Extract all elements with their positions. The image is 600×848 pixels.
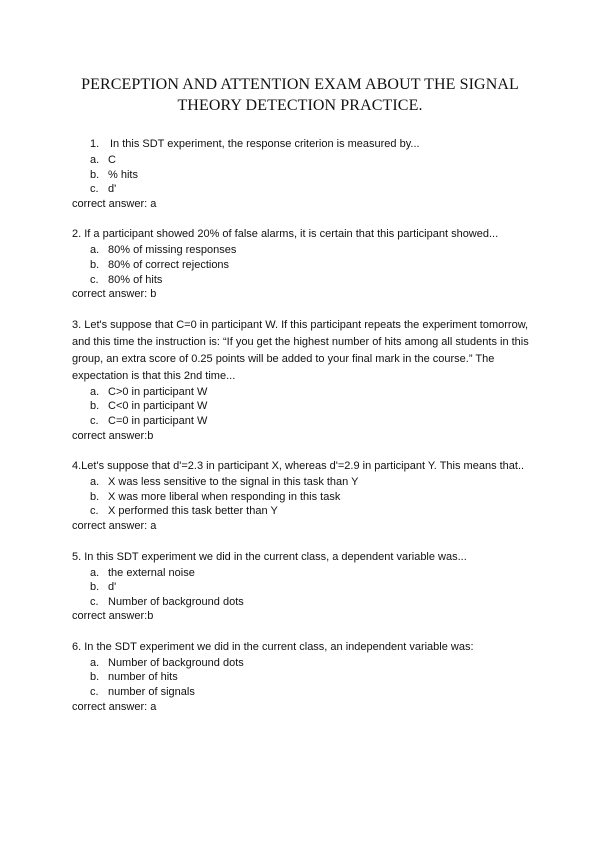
option-text: 80% of missing responses: [108, 244, 237, 257]
option-text: 80% of correct rejections: [108, 258, 230, 271]
question-list: [72, 136, 532, 729]
option-text: number of hits: [108, 671, 178, 684]
option-a: [72, 385, 532, 400]
correct-answer: correct answer: a: [72, 700, 157, 713]
option-letter: c.: [90, 686, 99, 699]
correct-answer: correct answer: a: [72, 519, 157, 532]
option-c: [72, 595, 532, 610]
question-stem: [72, 136, 532, 153]
option-text: C: [108, 154, 116, 166]
option-letter: a.: [90, 566, 100, 579]
option-letter: c.: [90, 505, 99, 518]
option-letter: b.: [90, 168, 100, 181]
option-b: [72, 580, 532, 595]
option-a: [72, 656, 532, 671]
question-4: [72, 458, 532, 533]
question-6: [72, 639, 532, 714]
option-letter: b.: [90, 258, 100, 271]
option-text: number of signals: [108, 686, 195, 699]
option-b: [72, 168, 532, 183]
option-letter: b.: [90, 671, 100, 684]
option-text: X performed this task better than Y: [108, 505, 278, 518]
option-list: [72, 385, 532, 429]
option-text: Number of background dots: [108, 595, 244, 608]
option-text: d': [108, 581, 117, 594]
option-c: [72, 182, 532, 197]
question-number: 1.: [90, 138, 100, 150]
option-list: [72, 656, 532, 700]
question-text: In this SDT experiment, the response criterion is measured by...: [110, 138, 420, 150]
option-b: [72, 258, 532, 273]
question-text: 5. In this SDT experiment we did in the current class, a dependent variable was...: [72, 550, 467, 563]
question-text: 3. Let's suppose that C=0 in participant W. If this participant repeats the experiment tomorrow, and this time the instruction is: “If you get the highest number of hits among all students in this group, an extra score of 0.25 points will be added to your final mark in the course.” The expectation is that this 2nd time...: [72, 318, 529, 382]
exam-title: PERCEPTION AND ATTENTION EXAM ABOUT THE SIGNAL THEORY DETECTION PRACTICE.: [81, 76, 519, 114]
option-list: [72, 153, 532, 197]
option-text: d': [108, 183, 117, 196]
option-letter: a.: [90, 154, 100, 166]
option-b: [72, 670, 532, 685]
option-c: [72, 273, 532, 288]
question-2: [72, 226, 532, 301]
question-5: [72, 549, 532, 624]
correct-answer: correct answer: a: [72, 197, 157, 210]
option-text: X was more liberal when responding in this task: [108, 490, 341, 503]
option-text: C<0 in participant W: [108, 400, 208, 413]
correct-answer: correct answer: b: [72, 288, 157, 301]
option-c: [72, 504, 532, 519]
option-text: % hits: [108, 168, 138, 181]
option-letter: b.: [90, 490, 100, 503]
option-a: [72, 243, 532, 258]
option-letter: a.: [90, 244, 100, 257]
option-text: 80% of hits: [108, 273, 163, 286]
option-text: C=0 in participant W: [108, 414, 208, 427]
option-a: [72, 475, 532, 490]
correct-answer: correct answer:b: [72, 610, 154, 623]
option-text: C>0 in participant W: [108, 385, 208, 398]
option-letter: c.: [90, 595, 99, 608]
option-a: [72, 566, 532, 581]
option-letter: c.: [90, 414, 99, 427]
option-text: Number of background dots: [108, 656, 244, 669]
option-letter: a.: [90, 476, 100, 489]
option-letter: a.: [90, 385, 100, 398]
option-list: [72, 243, 532, 287]
question-text: 2. If a participant showed 20% of false alarms, it is certain that this participant showed...: [72, 228, 499, 241]
question-3: [72, 317, 532, 443]
option-letter: c.: [90, 183, 99, 196]
option-letter: b.: [90, 400, 100, 413]
option-letter: a.: [90, 656, 100, 669]
option-a: [72, 153, 532, 168]
option-letter: c.: [90, 273, 99, 286]
option-c: [72, 685, 532, 700]
question-text: 6. In the SDT experiment we did in the current class, an independent variable was:: [72, 640, 474, 653]
option-b: [72, 490, 532, 505]
question-text: 4.Let's suppose that d'=2.3 in participant X, whereas d'=2.9 in participant Y. This means that..: [72, 460, 525, 473]
option-b: [72, 399, 532, 414]
question-1: [72, 136, 532, 211]
option-list: [72, 475, 532, 519]
option-letter: b.: [90, 581, 100, 594]
option-text: X was less sensitive to the signal in this task than Y: [108, 476, 359, 489]
correct-answer: correct answer:b: [72, 429, 154, 442]
option-text: the external noise: [108, 566, 195, 579]
option-list: [72, 566, 532, 610]
option-c: [72, 414, 532, 429]
